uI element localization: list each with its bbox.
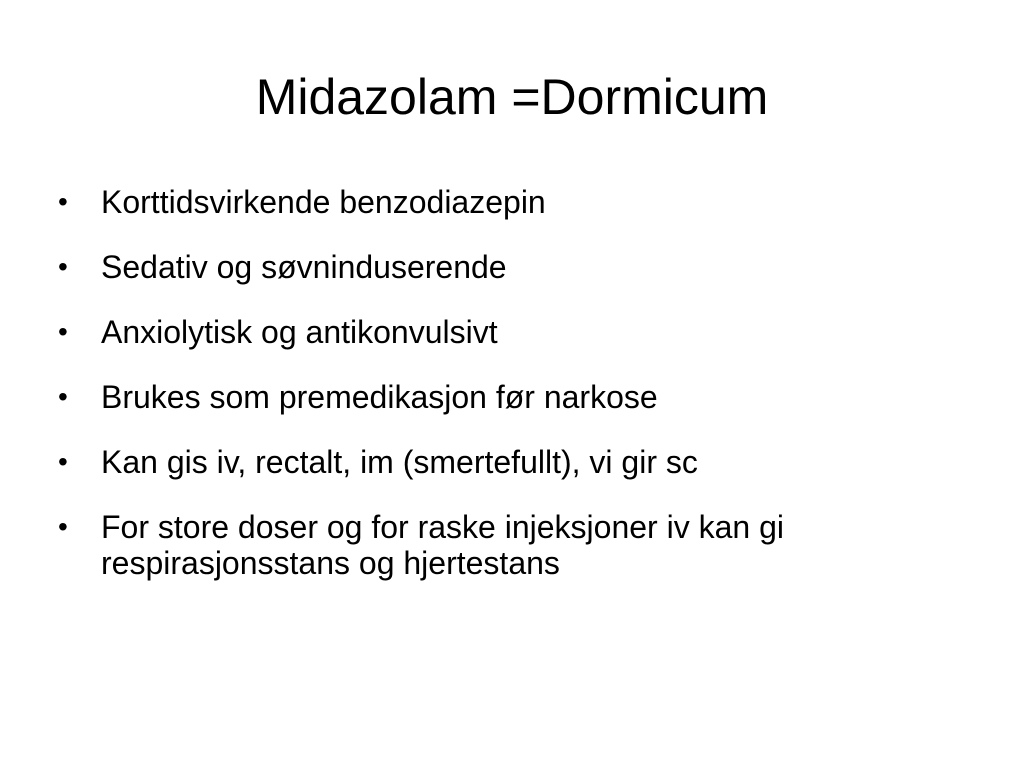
bullet-list — [56, 184, 956, 610]
bullet-text: Brukes som premedikasjon før narkose — [101, 379, 658, 415]
bullet-item — [56, 249, 956, 285]
bullet-icon: • — [58, 511, 68, 542]
bullet-icon: • — [58, 316, 68, 347]
bullet-item — [56, 379, 956, 415]
bullet-icon: • — [58, 381, 68, 412]
bullet-item — [56, 444, 956, 480]
slide-title: Midazolam =Dormicum — [255, 69, 769, 125]
bullet-text: Anxiolytisk og antikonvulsivt — [101, 314, 498, 350]
bullet-text: Sedativ og søvninduserende — [101, 249, 507, 285]
bullet-item — [56, 314, 956, 350]
bullet-icon: • — [58, 251, 68, 282]
bullet-text: Korttidsvirkende benzodiazepin — [101, 184, 546, 220]
bullet-item — [56, 184, 956, 220]
bullet-text: For store doser og for raske injeksjoner iv kan gi respirasjonsstans og hjertestans — [101, 509, 784, 581]
bullet-text: Kan gis iv, rectalt, im (smertefullt), vi gir sc — [101, 444, 698, 480]
bullet-item — [56, 509, 956, 581]
bullet-icon: • — [58, 446, 68, 477]
bullet-icon: • — [58, 186, 68, 217]
